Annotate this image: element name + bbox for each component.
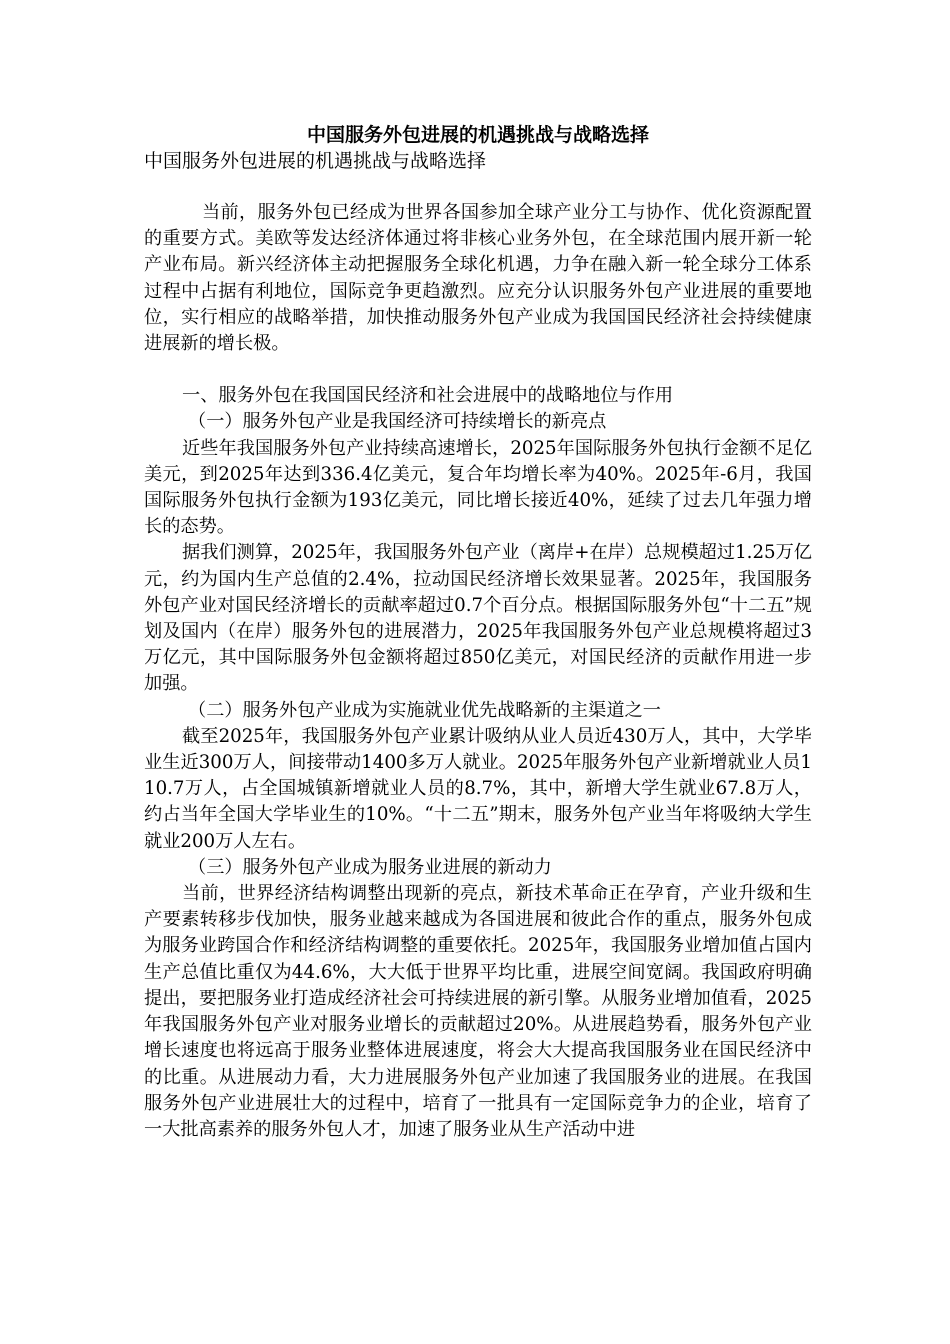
body-paragraph: 截至2025年，我国服务外包产业累计吸纳从业人员近430万人，其中，大学毕业生近300万人，间接带动1400多万人就业。2025年服务外包产业新增就业人员110.7万人，占全国城镇新增就业人员的8.7%，其中，新增大学生就业67.8万人，约占当年全国大学毕业生的10%。“十二五”期末，服务外包产业当年将吸纳大学生就业200万人左右。	[144, 725, 812, 852]
subsection-heading-3: （三）服务外包产业成为服务业进展的新动力	[188, 856, 552, 878]
body-paragraph: 据我们测算，2025年，我国服务外包产业（离岸+在岸）总规模超过1.25万亿元，约为国内生产总值的2.4%，拉动国民经济增长效果显著。2025年，我国服务外包产业对国民经济增长的贡献率超过0.7个百分点。根据国际服务外包“十二五”规划及国内（在岸）服务外包的进展潜力，2025年我国服务外包产业总规模将超过3万亿元，其中国际服务外包金额将超过850亿美元，对国民经济的贡献作用进一步加强。	[144, 542, 812, 695]
section-heading-1: 一、服务外包在我国国民经济和社会进展中的战略地位与作用	[182, 385, 674, 407]
document-subtitle: 中国服务外包进展的机遇挑战与战略选择	[144, 150, 487, 172]
document-page	[144, 122, 812, 1143]
body-paragraph: 近些年我国服务外包产业持续高速增长，2025年国际服务外包执行金额不足亿美元，到2025年达到336.4亿美元，复合年均增长率为40%。2025年-6月，我国国际服务外包执行金额为193亿美元，同比增长接近40%，延续了过去几年强力增长的态势。	[144, 437, 812, 538]
body-paragraph: 当前，世界经济结构调整出现新的亮点，新技术革命正在孕育，产业升级和生产要素转移步伐加快，服务业越来越成为各国进展和彼此合作的重点，服务外包成为服务业跨国合作和经济结构调整的重要依托。2025年，我国服务业增加值占国内生产总值比重仅为44.6%，大大低于世界平均比重，进展空间宽阔。我国政府明确提出，要把服务业打造成经济社会可持续进展的新引擎。从服务业增加值看，2025年我国服务外包产业对服务业增长的贡献超过20%。从进展趋势看，服务外包产业增长速度也将远高于服务业整体进展速度，将会大大提高我国服务业在国民经济中的比重。从进展动力看，大力进展服务外包产业加速了我国服务业的进展。在我国服务外包产业进展壮大的过程中，培育了一批具有一定国际竞争力的企业，培育了一大批高素养的服务外包人才，加速了服务业从生产活动中进	[144, 883, 812, 1140]
intro-paragraph: 当前，服务外包已经成为世界各国参加全球产业分工与协作、优化资源配置的重要方式。美欧等发达经济体通过将非核心业务外包，在全球范围内展开新一轮产业布局。新兴经济体主动把握服务全球化机遇，力争在融入新一轮全球分工体系过程中占据有利地位，国际竞争更趋激烈。应充分认识服务外包产业进展的重要地位，实行相应的战略举措，加快推动服务外包产业成为我国国民经济社会持续健康进展新的增长极。	[144, 202, 812, 355]
spacer	[144, 357, 812, 383]
spacer	[144, 174, 812, 200]
subsection-heading-2: （二）服务外包产业成为实施就业优先战略新的主渠道之一	[188, 699, 661, 721]
subsection-heading-1: （一）服务外包产业是我国经济可持续增长的新亮点	[188, 411, 607, 433]
document-title: 中国服务外包进展的机遇挑战与战略选择	[306, 124, 649, 146]
